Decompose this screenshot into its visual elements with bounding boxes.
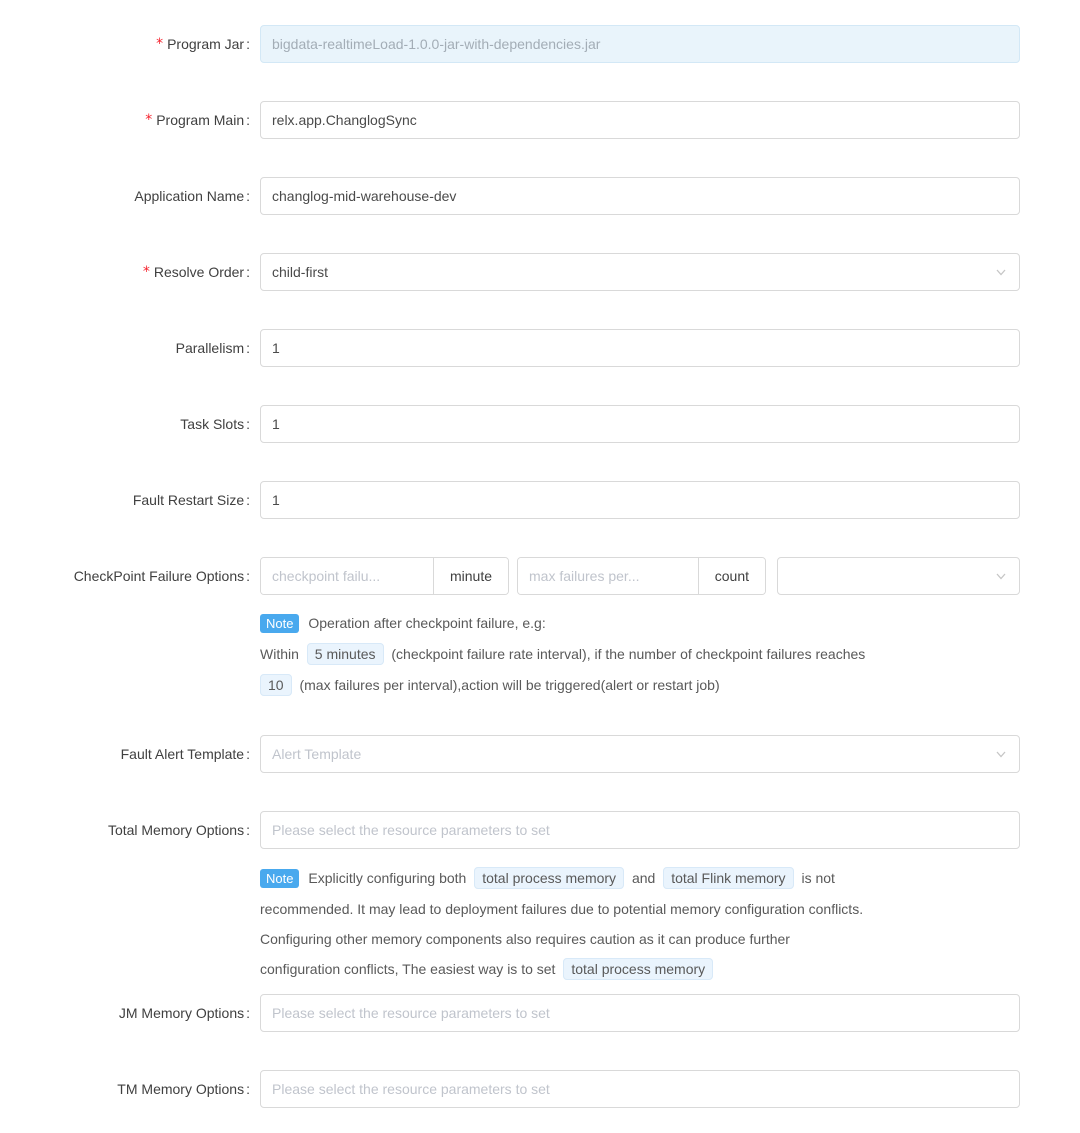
application-name-input[interactable] [260,177,1020,215]
required-asterisk: * [156,36,164,52]
program-main-label: * Program Main : [145,112,250,128]
form-row-application-name [0,177,1080,215]
tm-memory-options-label: TM Memory Options : [117,1081,250,1097]
checkpoint-max-failures-unit-addon: count [698,558,765,594]
application-name-label: Application Name : [134,188,250,204]
form-row-tm-memory-options [0,1070,1080,1108]
form-row-resolve-order [0,253,1080,291]
note-badge: Note [260,869,299,888]
resolve-order-label: * Resolve Order : [142,264,250,280]
checkpoint-failure-note: Note Operation after checkpoint failure, e.g: Within 5 minutes (checkpoint failure rate interval), if the number of checkpoint failures reaches 10 (max failures per interval),action will be triggered(alert or restart job) [260,608,1020,701]
form-row-checkpoint-failure-options [0,557,1080,701]
fault-restart-size-input[interactable] [260,481,1020,519]
note-chip-count: 10 [260,674,292,696]
fault-alert-template-label: Fault Alert Template : [120,746,250,762]
fault-restart-size-label: Fault Restart Size : [132,492,250,508]
fault-alert-template-placeholder: Alert Template [272,746,362,762]
program-jar-label: * Program Jar : [156,36,250,52]
chevron-down-icon [994,747,1008,761]
task-slots-input[interactable] [260,405,1020,443]
program-jar-input [260,25,1020,63]
required-asterisk: * [145,112,153,128]
note-chip-total-process-memory: total process memory [474,867,624,889]
form-row-program-main [0,101,1080,139]
checkpoint-failure-interval-group [260,557,509,595]
chevron-down-icon [994,569,1008,583]
checkpoint-interval-unit-addon: minute [433,558,508,594]
parallelism-label: Parallelism : [175,340,250,356]
jm-memory-options-label: JM Memory Options : [118,1005,250,1021]
resolve-order-select[interactable] [260,253,1020,291]
total-memory-options-label: Total Memory Options : [107,822,250,838]
form-row-fault-alert-template [0,735,1080,773]
parallelism-input[interactable] [260,329,1020,367]
checkpoint-failure-interval-input[interactable] [261,558,433,594]
note-badge: Note [260,614,299,633]
checkpoint-failure-options-label: CheckPoint Failure Options : [73,568,250,584]
form-row-total-memory-options [0,811,1080,984]
resolve-order-value: child-first [272,264,329,280]
program-main-input[interactable] [260,101,1020,139]
form-row-jm-memory-options [0,994,1080,1032]
checkpoint-max-failures-group [517,557,766,595]
note-chip-total-process-memory: total process memory [563,958,713,980]
chevron-down-icon [994,265,1008,279]
fault-alert-template-select[interactable] [260,735,1020,773]
jm-memory-options-input[interactable] [260,994,1020,1032]
note-chip-minutes: 5 minutes [307,643,384,665]
required-asterisk: * [142,264,150,280]
total-memory-note: Note Explicitly configuring both total process memory and total Flink memory is not recommended. It may lead to deployment failures due to potential memory configuration conflicts. Configuring other memory components also requires caution as it can produce further configuration conflicts, The easiest way is to set total process memory [260,863,1020,984]
form-row-task-slots [0,405,1080,443]
form-row-fault-restart-size [0,481,1080,519]
checkpoint-max-failures-input[interactable] [518,558,698,594]
task-slots-label: Task Slots : [180,416,250,432]
form-row-program-jar [0,25,1080,63]
form-row-parallelism [0,329,1080,367]
tm-memory-options-input[interactable] [260,1070,1020,1108]
total-memory-options-input[interactable] [260,811,1020,849]
checkpoint-failure-action-select[interactable] [777,557,1020,595]
note-chip-total-flink-memory: total Flink memory [663,867,793,889]
